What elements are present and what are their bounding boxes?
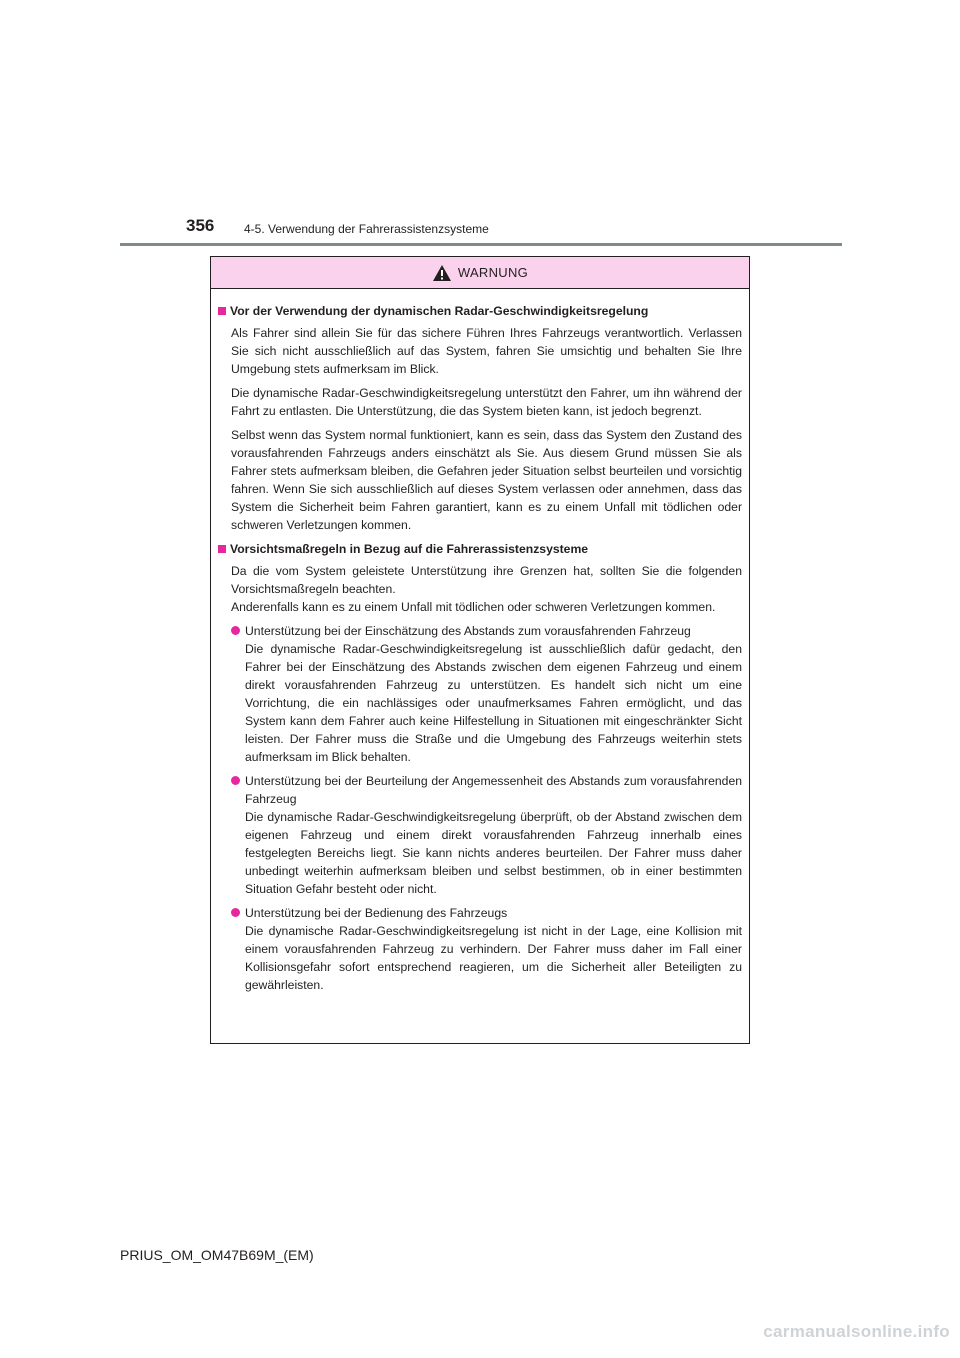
bullet-title: Unterstützung bei der Einschätzung des Abstands zum vorausfahrenden Fahrzeug — [245, 624, 691, 638]
section-title: 4-5. Verwendung der Fahrerassistenzsysteme — [244, 222, 489, 236]
section-heading-text: Vorsichtsmaßregeln in Bezug auf die Fahrerassistenzsysteme — [230, 542, 589, 556]
page-number: 356 — [186, 216, 215, 235]
bullet-title: Unterstützung bei der Bedienung des Fahrzeugs — [245, 906, 508, 920]
header-rule — [120, 243, 842, 246]
bullet-content — [245, 622, 742, 766]
bullet-item — [218, 772, 742, 898]
paragraph: Selbst wenn das System normal funktioniert, kann es sein, dass das System den Zustand des vorausfahrenden Fahrzeugs anders einschätzt als Sie. Aus diesem Grund müssen Sie als Fahrer stets aufmerksam bleiben, die Gefahren jeder Situation selbst beurteilen und vorsichtig fahren. Wenn Sie sich ausschließlich auf dieses System verlassen oder annehmen, dass das System die Sicherheit beim Fahren garantiert, kann es zu einem Unfall mit tödlichen oder schweren Verletzungen kommen. — [231, 428, 742, 532]
warning-body — [211, 289, 749, 994]
bullet-text: Die dynamische Radar-Geschwindigkeitsregelung ist ausschließlich dafür gedacht, den Fahrer bei der Einschätzung des Abstands zwischen dem eigenen Fahrzeug und einem direkt vorausfahrenden Fahrzeug zu unterstützen. Es handelt sich nicht um eine Vorrichtung, die ein nachlässiges oder unaufmerksames Fahren ermöglicht, und das System kann dem Fahrer auch keine Hilfestellung in Situationen mit eingeschränkter Sicht leisten. Der Fahrer muss die Straße und die Umgebung des Fahrzeugs weiterhin stets aufmerksam im Blick behalten. — [245, 642, 742, 764]
warning-title: WARNUNG — [457, 265, 529, 280]
bullet-item — [218, 904, 742, 994]
warning-header — [211, 257, 749, 289]
footer-doc-code: PRIUS_OM_OM47B69M_(EM) — [120, 1247, 314, 1263]
warning-box — [210, 256, 750, 1044]
bullet-text: Die dynamische Radar-Geschwindigkeitsregelung ist nicht in der Lage, eine Kollision mit einem vorausfahrenden Fahrzeug zu verhindern. Der Fahrer muss daher im Fall einer Kollisionsgefahr sofort entsprechend reagieren, um die Sicherheit aller Beteiligten zu gewährleisten. — [245, 924, 742, 992]
bullet-text: Die dynamische Radar-Geschwindigkeitsregelung überprüft, ob der Abstand zwischen dem eigenen Fahrzeug und einem direkt vorausfahrenden Fahrzeug innerhalb eines festgelegten Bereichs liegt. Sie kann nichts anderes beurteilen. Der Fahrer muss daher unbedingt weiterhin aufmerksam bleiben und selbst bestimmen, ob in einer bestimmten Situation Gefahr besteht oder nicht. — [245, 810, 742, 896]
warning-triangle-icon — [432, 264, 452, 282]
section-heading — [218, 540, 742, 558]
paragraph-line: Da die vom System geleistete Unterstützung ihre Grenzen hat, sollten Sie die folgenden Vorsichtsmaßregeln beachten. — [231, 564, 742, 596]
square-bullet-icon — [218, 545, 226, 553]
section-heading-text: Vor der Verwendung der dynamischen Radar-Geschwindigkeitsregelung — [230, 304, 649, 318]
square-bullet-icon — [218, 307, 226, 315]
paragraph: Als Fahrer sind allein Sie für das sichere Führen Ihres Fahrzeugs verantwortlich. Verlassen Sie sich nicht ausschließlich auf das System, fahren Sie umsichtig und behalten Sie Ihre Umgebung stets aufmerksam im Blick. — [231, 326, 742, 376]
section-heading — [218, 302, 742, 320]
watermark: carmanualsonline.info — [763, 1322, 950, 1341]
paragraph: Die dynamische Radar-Geschwindigkeitsregelung unterstützt den Fahrer, um ihn während der Fahrt zu entlasten. Die Unterstützung, die das System bieten kann, ist jedoch begrenzt. — [231, 386, 742, 418]
bullet-content — [245, 904, 742, 994]
paragraph — [218, 562, 742, 616]
paragraph-line: Anderenfalls kann es zu einem Unfall mit tödlichen oder schweren Verletzungen kommen. — [231, 600, 716, 614]
round-bullet-icon — [231, 908, 240, 917]
bullet-title: Unterstützung bei der Beurteilung der Angemessenheit des Abstands zum vorausfahrenden Fahrzeug — [245, 774, 742, 806]
round-bullet-icon — [231, 776, 240, 785]
bullet-content — [245, 772, 742, 898]
bullet-item — [218, 622, 742, 766]
round-bullet-icon — [231, 626, 240, 635]
